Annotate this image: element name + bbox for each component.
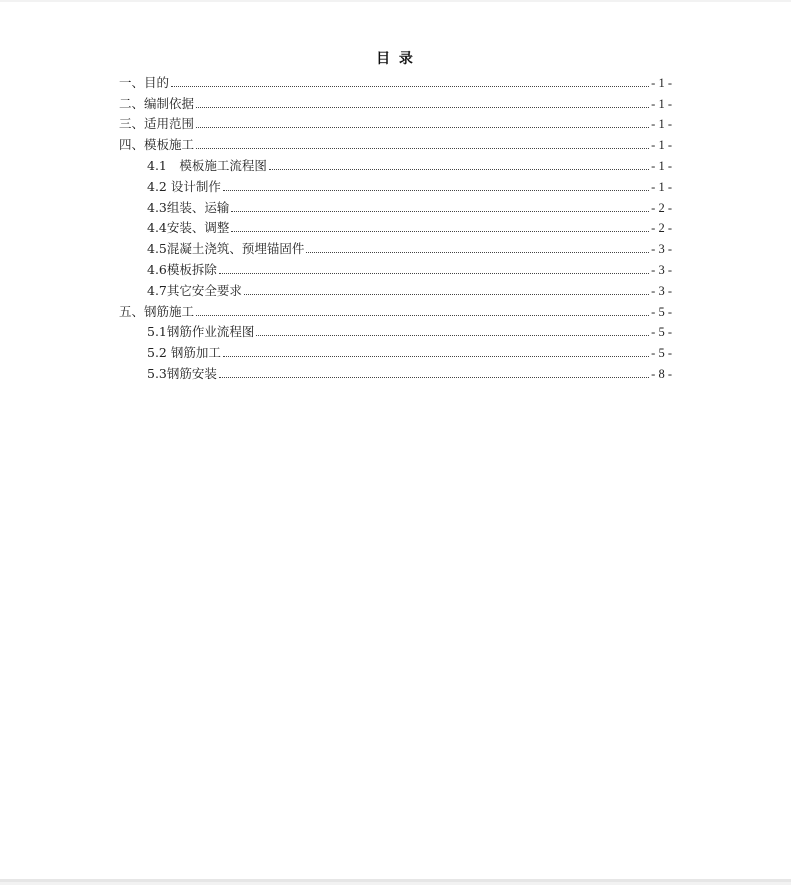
toc-dot-leader: [219, 376, 649, 378]
toc-page-number: - 5 -: [651, 325, 672, 340]
toc-entry-label: 4.1 模板施工流程图: [147, 157, 267, 173]
page-bottom-edge: [0, 879, 791, 882]
toc-page-number: - 2 -: [651, 200, 672, 215]
toc-entry-5-1[interactable]: [119, 319, 672, 340]
toc-entry-label: 4.6模板拆除: [147, 261, 217, 277]
toc-entry-label: 4.7其它安全要求: [147, 282, 242, 298]
toc-entry-rebar[interactable]: [119, 298, 672, 319]
toc-entry-4-2[interactable]: [119, 173, 672, 194]
toc-entry-label: 4.3组装、运输: [147, 199, 230, 215]
toc-page-number: - 1 -: [651, 75, 672, 90]
toc-entry-label: 4.4安装、调整: [147, 220, 230, 236]
toc-entry-label: 四、模板施工: [119, 137, 195, 153]
toc-entry-label: 5.3钢筋安装: [147, 365, 217, 381]
toc-dot-leader: [196, 147, 649, 149]
toc-entry-formwork[interactable]: [119, 131, 672, 152]
toc-entry-label: 二、编制依据: [119, 95, 195, 111]
toc-dot-leader: [256, 334, 649, 336]
toc-dot-leader: [223, 355, 649, 357]
toc-page-number: - 5 -: [651, 304, 672, 319]
toc-dot-leader: [244, 293, 649, 295]
toc-entry-purpose[interactable]: [119, 69, 672, 90]
toc-page-number: - 1 -: [651, 138, 672, 153]
toc-page-number: - 5 -: [651, 346, 672, 361]
toc-dot-leader: [196, 106, 649, 108]
toc-entry-4-7[interactable]: [119, 277, 672, 298]
toc-dot-leader: [231, 210, 649, 212]
toc-entry-4-1[interactable]: [119, 152, 672, 173]
toc-page-number: - 2 -: [651, 221, 672, 236]
toc-page-number: - 3 -: [651, 283, 672, 298]
toc-dot-leader: [196, 314, 649, 316]
toc-entry-4-5[interactable]: [119, 235, 672, 256]
toc-dot-leader: [269, 168, 649, 170]
toc-title: 目 录: [376, 51, 415, 67]
toc-entry-label: 4.5混凝土浇筑、预埋锚固件: [147, 241, 305, 257]
toc-entry-4-4[interactable]: [119, 215, 672, 236]
toc-entry-4-3[interactable]: [119, 194, 672, 215]
toc-entry-label: 一、目的: [119, 74, 170, 90]
toc-entry-4-6[interactable]: [119, 256, 672, 277]
toc-entry-label: 5.1钢筋作业流程图: [147, 324, 255, 340]
toc-page-number: - 1 -: [651, 117, 672, 132]
toc-entry-scope[interactable]: [119, 111, 672, 132]
document-page: [0, 2, 791, 882]
toc-entry-label: 4.2 设计制作: [147, 178, 221, 194]
toc-dot-leader: [196, 126, 649, 128]
toc-page-number: - 3 -: [651, 242, 672, 257]
toc-dot-leader: [223, 189, 649, 191]
toc-page-number: - 8 -: [651, 366, 672, 381]
toc-dot-leader: [306, 251, 649, 253]
toc-entry-basis[interactable]: [119, 90, 672, 111]
toc-dot-leader: [231, 230, 649, 232]
toc-entry-label: 5.2 钢筋加工: [147, 345, 221, 361]
toc-entry-5-2[interactable]: [119, 339, 672, 360]
toc-list: [119, 69, 672, 381]
toc-entry-label: 三、适用范围: [119, 116, 195, 132]
toc-entry-5-3[interactable]: [119, 360, 672, 381]
toc-page-number: - 1 -: [651, 96, 672, 111]
toc-dot-leader: [219, 272, 649, 274]
toc-dot-leader: [171, 85, 649, 87]
toc-page-number: - 1 -: [651, 158, 672, 173]
toc-page-number: - 1 -: [651, 179, 672, 194]
toc-page-number: - 3 -: [651, 262, 672, 277]
toc-entry-label: 五、钢筋施工: [119, 303, 195, 319]
